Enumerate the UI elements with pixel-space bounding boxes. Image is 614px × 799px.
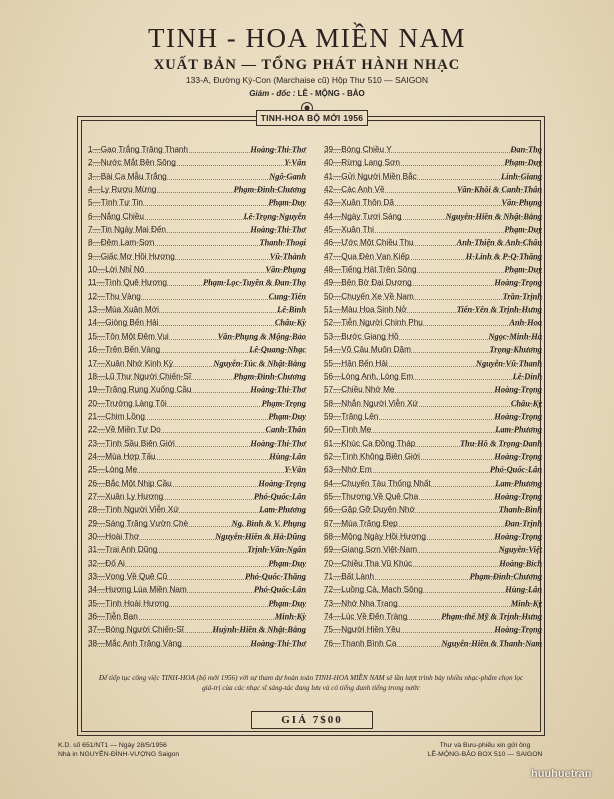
song-author: Phạm-Duy xyxy=(504,265,542,275)
song-entry xyxy=(324,623,542,636)
song-title: 43—Xuân Thôn Dã xyxy=(324,198,394,208)
song-entry xyxy=(88,357,306,370)
song-entry xyxy=(324,423,542,436)
song-author: Hoàng-Trọng xyxy=(494,625,542,635)
song-entry xyxy=(88,623,306,636)
song-entry xyxy=(88,223,306,236)
song-title: 34—Hương Lúa Miền Nam xyxy=(88,585,187,595)
song-entry xyxy=(324,637,542,650)
song-title: 65—Thương Về Quê Cha xyxy=(324,491,419,501)
song-entry xyxy=(88,170,306,183)
song-title: 36—Tiễn Bạn xyxy=(88,612,138,622)
song-author: Canh-Thân xyxy=(265,425,306,435)
song-author: Hoàng-Thi-Thơ xyxy=(250,225,306,235)
song-author: Anh-Hoa xyxy=(509,318,542,328)
song-author: Anh-Thiện & Anh-Châu xyxy=(456,238,542,248)
song-author: Phạm-Trọng xyxy=(261,398,306,408)
song-title: 17—Xuân Nhớ Kinh Kỳ xyxy=(88,358,174,368)
song-entry xyxy=(88,543,306,556)
song-title: 63—Nhớ Em xyxy=(324,465,372,475)
song-title: 68—Mộng Ngày Hồi Hương xyxy=(324,531,426,541)
song-title: 57—Chiều Nhớ Mẹ xyxy=(324,385,395,395)
song-entry xyxy=(88,196,306,209)
song-author: Phạm-Duy xyxy=(268,598,306,608)
song-title: 30—Hoài Thơ xyxy=(88,531,140,541)
song-title: 4—Ly Rượu Mừng xyxy=(88,185,157,195)
song-title: 18—Lũ Thư Người Chiến-Sĩ xyxy=(88,371,192,381)
song-title: 22—Về Miền Tự Do xyxy=(88,425,161,435)
song-author: Thanh-Bình xyxy=(498,505,542,515)
song-author: Phạm-Duy xyxy=(268,411,306,421)
song-entry xyxy=(324,143,542,156)
song-author: Lê-Trọng-Nguyễn xyxy=(243,211,306,221)
song-entry xyxy=(88,477,306,490)
song-title: 7—Tin Ngày Mai Đến xyxy=(88,225,166,235)
song-author: Trọng-Khương xyxy=(489,345,542,355)
song-title: 53—Bước Giang Hồ xyxy=(324,331,399,341)
song-author: Châu-Kỳ xyxy=(510,398,542,408)
song-author: Phạm-Đình-Chương xyxy=(469,572,542,581)
song-title: 28—Tình Người Viễn Xứ xyxy=(88,505,179,515)
song-entry xyxy=(88,463,306,476)
song-entry xyxy=(324,170,542,183)
song-entry xyxy=(88,517,306,530)
song-title: 6—Nắng Chiều xyxy=(88,211,144,221)
song-entry xyxy=(324,276,542,289)
song-title: 66—Gặp Gỡ Duyên Nhớ xyxy=(324,505,415,515)
song-author: Lê-Quang-Nhạc xyxy=(249,345,306,355)
director-label: Giám - đốc : xyxy=(249,89,296,98)
song-entry xyxy=(88,583,306,596)
song-author: Phạm-Duy xyxy=(504,158,542,168)
song-title: 44—Ngày Tươi Sáng xyxy=(324,211,402,221)
song-author: Phạm-Đình-Chương xyxy=(233,371,306,381)
song-author: Vũ-Thành xyxy=(269,251,306,261)
song-entry xyxy=(88,263,306,276)
song-author: Phó-Quốc-Thăng xyxy=(245,572,306,581)
song-title: 38—Mắc Anh Trăng Vàng xyxy=(88,638,182,648)
contact-line: Thư và Bưu-phiếu xin gửi ông xyxy=(439,742,531,749)
song-entry xyxy=(324,263,542,276)
song-author: Nguyễn-Hiền & Thanh-Nam xyxy=(441,638,542,648)
song-entry xyxy=(88,530,306,543)
song-entry xyxy=(88,276,306,289)
song-author: Nguyễn-Hiền & Nhật-Bằng xyxy=(445,211,542,221)
song-entry xyxy=(324,316,542,329)
song-entry xyxy=(88,423,306,436)
song-author: Thu-Hồ & Trọng-Danh xyxy=(459,438,542,448)
song-author: Hoàng-Thi-Thơ xyxy=(250,638,306,648)
song-author: Minh-Kỳ xyxy=(274,612,306,622)
song-author: Cung-Tiến xyxy=(268,291,306,301)
song-entry xyxy=(88,437,306,450)
song-entry xyxy=(324,517,542,530)
publisher-note: Để tiếp tục công việc TINH-HOA (bộ mới 1956) với sự tham dự hoàn toàn TINH-HOA MIỀN NAM sẽ lần lượt trình bày nhiều nhạc-phẩm chọn lọc giá-trị của các nhạc sĩ sáng-tác đang lưu và có tiếng danh tiếng trong nước xyxy=(98,674,524,692)
song-title: 3—Bài Ca Mẫu Trắng xyxy=(88,171,167,181)
song-title: 40—Rừng Lang Sơn xyxy=(324,158,400,168)
song-entry xyxy=(88,383,306,396)
song-title: 48—Tiếng Hát Trên Sông xyxy=(324,265,417,275)
song-author: Nguyễn-Việt xyxy=(498,545,542,555)
footer-license xyxy=(58,741,179,759)
song-author: Nguyễn-Túc & Nhật-Bằng xyxy=(213,358,306,368)
song-author: Đan-Thọ xyxy=(510,145,542,154)
song-author: Minh-Kỳ xyxy=(510,598,542,608)
song-title: 15—Tôn Một Đêm Vui xyxy=(88,331,169,341)
song-author: Hoàng-Thi-Thơ xyxy=(250,385,306,395)
song-title: 45—Xuân Thi xyxy=(324,225,374,235)
song-author: Hoàng-Trọng xyxy=(494,278,542,288)
song-author: Văn-Phụng xyxy=(265,265,306,275)
song-entry xyxy=(88,490,306,503)
song-author: Hùng-Lân xyxy=(505,585,542,595)
song-author: Hoàng-Trọng xyxy=(258,478,306,488)
song-title: 58—Nhắn Người Viễn Xứ xyxy=(324,398,419,408)
price-label: GIÁ 7$00 xyxy=(251,711,373,729)
song-author: Phạm-Duy xyxy=(504,225,542,235)
footer-contact xyxy=(410,741,560,759)
song-title: 73—Nhớ Nha Trang xyxy=(324,598,398,608)
song-entry xyxy=(88,610,306,623)
song-author: Y-Vân xyxy=(284,158,306,168)
contact-address: LÊ-MỘNG-BẢO BOX 510 — SAIGON xyxy=(427,751,543,758)
song-entry xyxy=(88,250,306,263)
song-author: Hoàng-Trọng xyxy=(494,491,542,501)
song-entry xyxy=(88,236,306,249)
song-author: Đan-Trịnh xyxy=(504,518,542,528)
song-author: Hùng-Lân xyxy=(269,451,306,461)
song-entry xyxy=(324,196,542,209)
song-entry xyxy=(324,183,542,196)
song-title: 69—Giang Sơn Việt-Nam xyxy=(324,545,418,555)
song-author: Linh-Giang xyxy=(501,171,542,181)
song-entry xyxy=(324,557,542,570)
song-title: 35—Tình Hoài Hương xyxy=(88,598,169,608)
song-entry xyxy=(88,570,306,583)
song-title: 26—Bắc Một Nhịp Cầu xyxy=(88,478,172,488)
song-entry xyxy=(324,477,542,490)
list-title: TINH-HOA BỘ MỚI 1956 xyxy=(256,110,368,126)
song-entry xyxy=(88,370,306,383)
page-header xyxy=(0,22,614,119)
song-title: 29—Sáng Trăng Vườn Chè xyxy=(88,518,189,528)
publisher-title: TINH - HOA MIỀN NAM xyxy=(148,23,466,53)
song-author: Hoàng-Trọng xyxy=(494,385,542,395)
song-entry xyxy=(324,210,542,223)
song-entry xyxy=(88,303,306,316)
song-author: Phó-Quốc-Lân xyxy=(253,585,306,595)
song-title: 51—Màu Hoa Sinh Nở xyxy=(324,305,407,315)
song-author: Hoàng-Thi-Thơ xyxy=(250,438,306,448)
song-entry xyxy=(88,450,306,463)
song-author: Trịnh-Văn-Ngân xyxy=(247,545,306,555)
song-title: 50—Chuyến Xe Về Nam xyxy=(324,291,414,301)
song-author: Nguyễn-Vũ-Thanh xyxy=(475,358,542,368)
song-title: 21—Chim Lồng xyxy=(88,411,145,421)
song-entry xyxy=(88,397,306,410)
song-title: 14—Giòng Bến Hải xyxy=(88,318,159,328)
song-entry xyxy=(324,370,542,383)
song-title: 12—Thu Vàng xyxy=(88,291,141,301)
song-title: 46—Ước Một Chiều Thu xyxy=(324,238,414,248)
song-entry xyxy=(324,410,542,423)
song-author: H-Linh & P-Q-Thăng xyxy=(465,251,542,261)
song-title: 60—Tình Mẹ xyxy=(324,425,372,435)
song-title: 61—Khúc Ca Đồng Tháp xyxy=(324,438,416,448)
song-title: 37—Bóng Người Chiến-Sĩ xyxy=(88,625,184,635)
song-entry xyxy=(324,610,542,623)
song-title: 16—Trên Bến Vàng xyxy=(88,345,161,355)
song-title: 41—Gửi Người Miền Bắc xyxy=(324,171,417,181)
song-author: Châu-Kỳ xyxy=(274,318,306,328)
song-title: 1—Gạo Trắng Trăng Thanh xyxy=(88,145,188,154)
song-list-box xyxy=(77,113,545,736)
song-title: 54—Võ Câu Muôn Dặm xyxy=(324,345,411,355)
song-title: 49—Bên Bờ Đại Dương xyxy=(324,278,412,288)
song-entry xyxy=(88,637,306,650)
song-title: 72—Luồng Cà, Mạch Sông xyxy=(324,585,423,595)
song-title: 64—Chuyến Tàu Thống Nhất xyxy=(324,478,431,488)
publisher-subtitle: XUẤT BẢN — TỔNG PHÁT HÀNH NHẠC xyxy=(153,57,461,73)
song-title: 20—Trường Làng Tôi xyxy=(88,398,167,408)
song-title: 5—Tình Tự Tin xyxy=(88,198,143,208)
song-entry xyxy=(88,410,306,423)
song-title: 70—Chiều Tha Vũ Khúc xyxy=(324,558,413,568)
song-title: 71—Bất Lành xyxy=(324,572,375,581)
song-title: 13—Mùa Xuân Mới xyxy=(88,305,159,315)
song-author: Lê-Bình xyxy=(277,305,306,315)
song-author: Phạm-Duy xyxy=(268,558,306,568)
song-entry xyxy=(324,357,542,370)
song-title: 10—Lời Nhỉ Nô xyxy=(88,265,145,275)
song-title: 59—Trăng Lên xyxy=(324,411,379,421)
song-title: 76—Thanh Bình Ca xyxy=(324,638,397,648)
song-title: 8—Đêm Lam-Sơn xyxy=(88,238,155,248)
song-author: Nguyễn-Hiền & Hà-Dũng xyxy=(215,531,306,541)
song-entry xyxy=(324,303,542,316)
song-author: Lam-Phương xyxy=(259,505,306,515)
song-title: 19—Trăng Rụng Xuống Cầu xyxy=(88,385,192,395)
song-author: Hoàng-Trọng xyxy=(494,531,542,541)
song-author: Ngọc-Minh-Hà xyxy=(488,331,542,341)
song-entry xyxy=(324,503,542,516)
song-author: Phạm-Duy xyxy=(268,198,306,208)
song-title: 24—Mùa Hợp Tấu xyxy=(88,451,156,461)
song-entry xyxy=(88,557,306,570)
song-author: Phạm-Đình-Chương xyxy=(233,185,306,195)
song-title: 27—Xuân Ly Hương xyxy=(88,491,164,501)
director-line xyxy=(0,89,614,99)
song-entry xyxy=(88,316,306,329)
song-author: Văn-Phụng & Mộng-Bảo xyxy=(217,331,306,341)
song-entry xyxy=(324,597,542,610)
song-author: Lam-Phương xyxy=(495,425,542,435)
song-title: 75—Người Hiền Yêu xyxy=(324,625,401,635)
song-column-left xyxy=(88,143,306,650)
song-author: Phó-Quốc-Lân xyxy=(489,465,542,475)
song-title: 52—Tiễn Người Chinh Phụ xyxy=(324,318,423,328)
song-title: 33—Vọng Về Quê Cũ xyxy=(88,572,168,581)
song-author: Thanh-Thoại xyxy=(259,238,306,248)
song-entry xyxy=(324,543,542,556)
song-author: Hoàng-Trọng xyxy=(494,411,542,421)
song-entry xyxy=(324,330,542,343)
song-entry xyxy=(88,143,306,156)
song-title: 23—Tình Sầu Biên Giới xyxy=(88,438,175,448)
song-author: Phạm-Lọc-Tuyền & Đan-Thọ xyxy=(203,278,306,288)
director-name: LÊ - MỘNG - BẢO xyxy=(297,89,365,98)
song-entry xyxy=(324,156,542,169)
song-entry xyxy=(88,330,306,343)
song-author: Hoàng-Thi-Thơ xyxy=(250,145,306,154)
song-entry xyxy=(88,183,306,196)
song-title: 11—Tình Quê Hương xyxy=(88,278,167,288)
song-author: Văn-Phụng xyxy=(501,198,542,208)
song-title: 42—Các Anh Về xyxy=(324,185,385,195)
license-line: K.D. số 651/NT1 — Ngày 28/5/1956 xyxy=(58,742,167,749)
printer-line: Nhà in NGUYỄN-ĐÌNH-VƯỢNG Saigon xyxy=(58,751,180,758)
song-entry xyxy=(324,463,542,476)
song-author: Huỳnh-Hiền & Nhật-Bằng xyxy=(212,625,306,635)
song-title: 2—Nước Mắt Bên Sông xyxy=(88,158,176,168)
song-entry xyxy=(324,397,542,410)
song-author: Văn-Khôi & Canh-Thân xyxy=(456,185,542,195)
song-author: Tiến-Yên & Trịnh-Hưng xyxy=(456,305,542,315)
song-entry xyxy=(324,236,542,249)
song-author: Y-Vân xyxy=(284,465,306,475)
song-entry xyxy=(88,290,306,303)
song-author: Ngô-Ganh xyxy=(269,171,306,181)
song-entry xyxy=(324,490,542,503)
song-author: Phạm-thế Mỹ & Trịnh-Hưng xyxy=(441,612,542,622)
song-entry xyxy=(88,210,306,223)
song-entry xyxy=(88,156,306,169)
song-title: 31—Trai Anh Dũng xyxy=(88,545,158,555)
song-author: Hoàng-Bích xyxy=(499,558,542,568)
song-entry xyxy=(324,383,542,396)
song-author: Lam-Phương xyxy=(495,478,542,488)
song-entry xyxy=(324,583,542,596)
song-entry xyxy=(324,450,542,463)
song-entry xyxy=(324,290,542,303)
song-entry xyxy=(324,343,542,356)
song-entry xyxy=(324,437,542,450)
song-entry xyxy=(88,597,306,610)
song-title: 74—Lúc Về Đến Tràng xyxy=(324,612,408,622)
song-title: 47—Qua Đèn Vạn Kiếp xyxy=(324,251,410,261)
song-column-right xyxy=(324,143,542,650)
publisher-address: 133-A, Đường Kỳ-Con (Marchaise cũ) Hộp Thư 510 — SAIGON xyxy=(185,75,429,85)
song-entry xyxy=(88,503,306,516)
song-author: Lê-Dinh xyxy=(512,371,542,381)
song-title: 56—Lòng Anh, Lòng Em xyxy=(324,371,414,381)
song-entry xyxy=(324,223,542,236)
song-author: Hoàng-Trọng xyxy=(494,451,542,461)
song-entry xyxy=(88,343,306,356)
song-entry xyxy=(324,570,542,583)
song-author: Ng. Bình & V. Phụng xyxy=(231,518,306,528)
song-entry xyxy=(324,530,542,543)
song-title: 25—Lòng Mẹ xyxy=(88,465,138,475)
song-author: Trần-Trịnh xyxy=(502,291,542,301)
song-title: 67—Mùa Trăng Đẹp xyxy=(324,518,398,528)
song-title: 9—Giấc Mơ Hồi Hương xyxy=(88,251,175,261)
song-title: 32—Đố Ai xyxy=(88,558,125,568)
song-entry xyxy=(324,250,542,263)
song-title: 55—Hận Bến Hải xyxy=(324,358,388,368)
watermark-text: huuhuetran xyxy=(531,768,592,780)
song-title: 62—Tình Không Biên Giới xyxy=(324,451,420,461)
song-author: Phó-Quốc-Lân xyxy=(253,491,306,501)
song-title: 39—Bóng Chiều Y xyxy=(324,145,392,154)
